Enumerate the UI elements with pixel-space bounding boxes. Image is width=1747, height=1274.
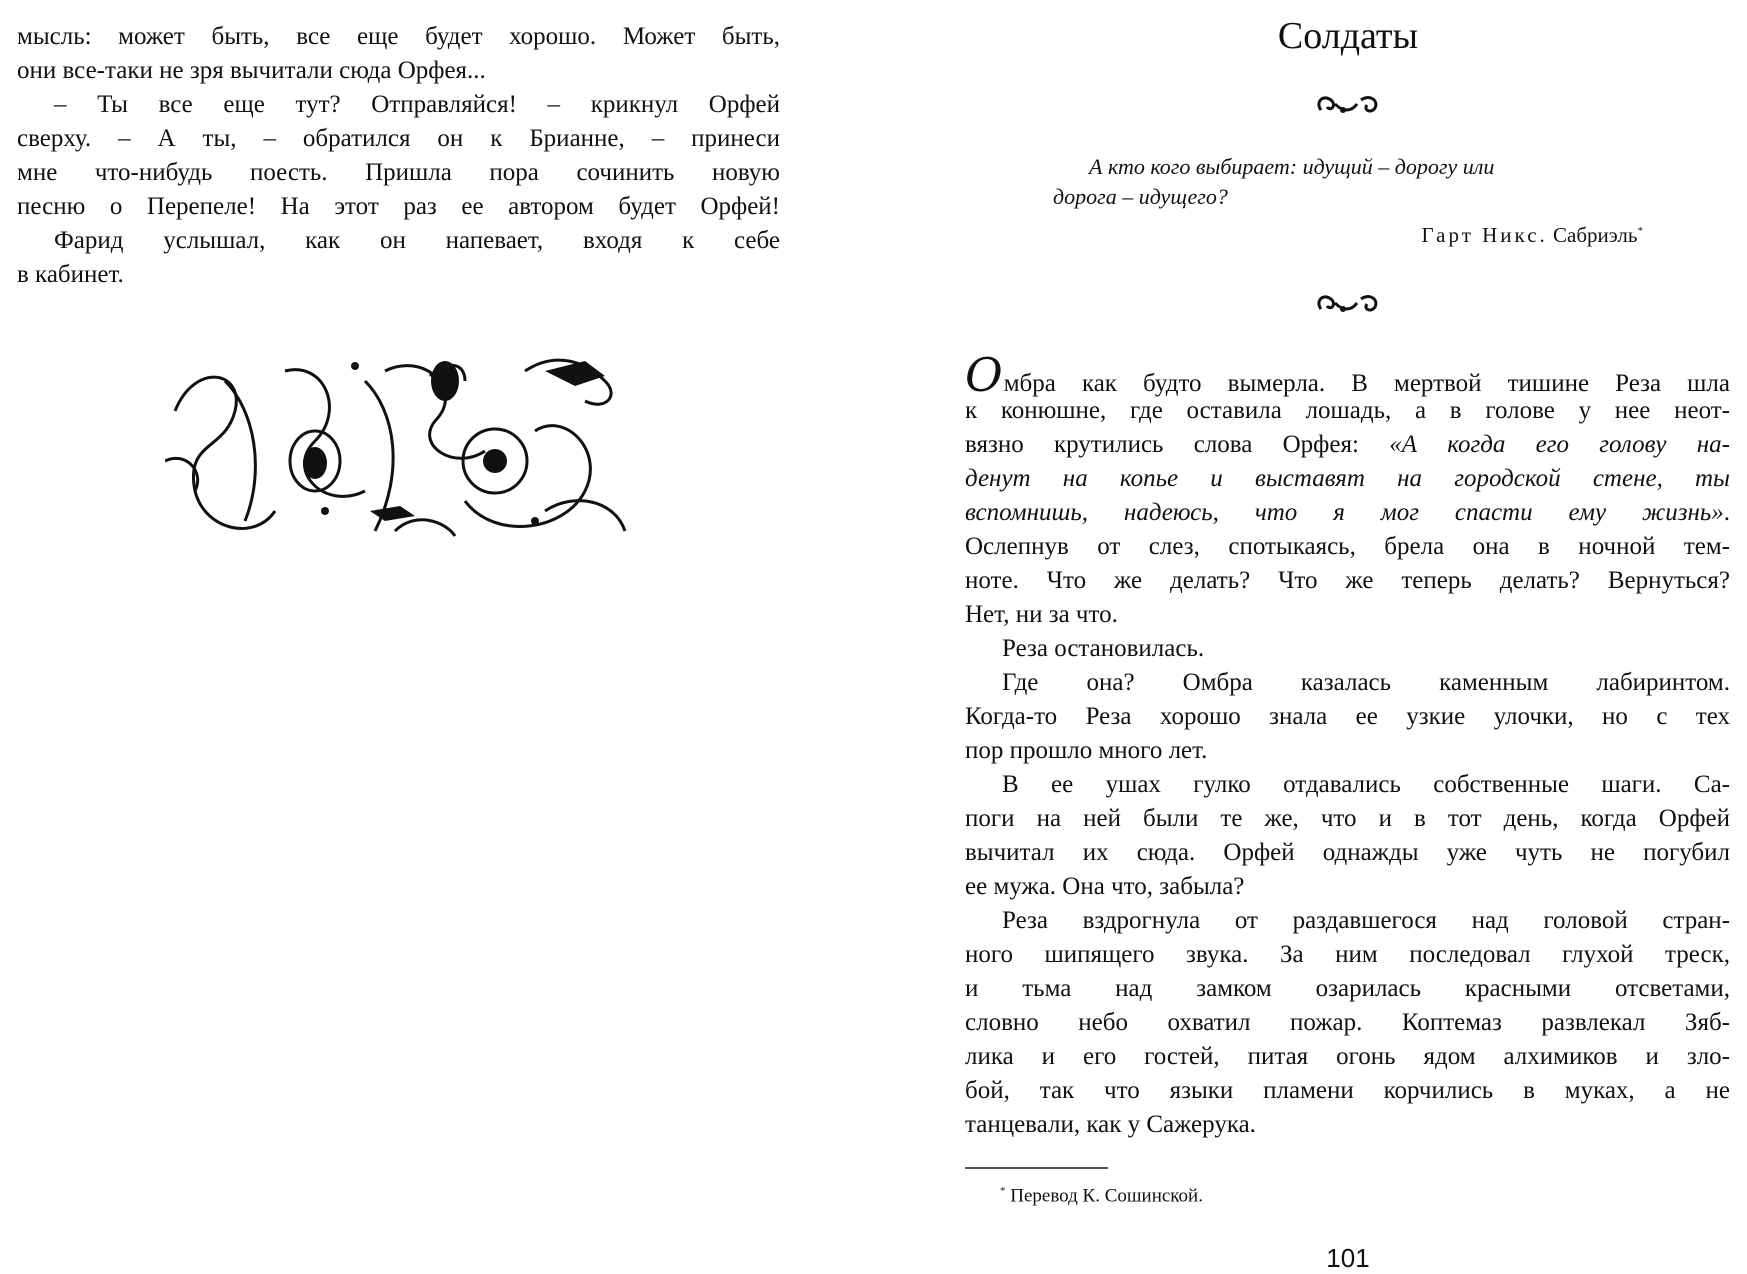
quoted-italic-text: «А когда его голову на- — [1389, 431, 1731, 458]
quoted-italic-text: вспомнишь, надеюсь, что я мог спасти ему жизнь» — [965, 499, 1724, 526]
text-line — [17, 190, 780, 224]
left-page-text — [17, 20, 780, 292]
line-text: ного шипящего звука. За ним последовал глухой треск, — [965, 941, 1730, 968]
line-text: вязно крутились слова Орфея: — [965, 431, 1390, 458]
footnote-mark: * — [1000, 1185, 1006, 1197]
line-text: мне что-нибудь поесть. Пришла пора сочинить новую — [17, 159, 780, 186]
epigraph-line: дорога – идущего? — [1053, 184, 1228, 209]
right-page-text — [965, 348, 1731, 1142]
text-line — [965, 564, 1730, 598]
line-text: мбра как будто вымерла. В мертвой тишине Реза шла — [1003, 370, 1730, 397]
text-line — [965, 768, 1730, 802]
epigraph-line: А кто кого выбирает: идущий – дорогу или — [1089, 154, 1495, 179]
text-line — [965, 904, 1730, 938]
line-text: Где она? Омбра казалась каменным лабиринтом. — [1002, 669, 1730, 696]
line-text: сверху. – А ты, – обратился он к Брианне, – принеси — [17, 125, 780, 152]
text-line — [965, 734, 1730, 768]
ornament-divider-icon — [1313, 92, 1383, 116]
line-text: бой, так что языки пламени корчились в муках, а не — [965, 1077, 1730, 1104]
text-line — [965, 700, 1730, 734]
quoted-italic-text: денут на копье и выставят на городской стене, ты — [965, 465, 1730, 492]
line-text: они все-таки не зря вычитали сюда Орфея... — [17, 57, 486, 84]
line-text: лика и его гостей, питая огонь ядом алхимиков и зло- — [965, 1043, 1730, 1070]
text-line — [965, 666, 1730, 700]
text-line — [17, 156, 780, 190]
ornament-divider-icon — [1313, 291, 1383, 315]
line-text: пор прошло много лет. — [965, 737, 1208, 764]
line-text: . — [1723, 499, 1730, 526]
line-text: и тьма над замком озарилась красными отсветами, — [965, 975, 1730, 1002]
text-line — [965, 462, 1730, 496]
line-text: мысль: может быть, все еще будет хорошо. Может быть, — [17, 23, 780, 50]
text-line — [965, 598, 1730, 632]
line-text: ее мужа. Она что, забыла? — [965, 873, 1245, 900]
text-line — [965, 836, 1730, 870]
text-line — [965, 348, 1730, 402]
chapter-title: Солдаты — [1277, 15, 1419, 57]
text-line — [965, 870, 1730, 904]
text-line — [17, 54, 780, 88]
line-text: словно небо охватил пожар. Коптемаз развлекал Зяб- — [965, 1009, 1730, 1036]
line-text: – Ты все еще тут? Отправляйся! – крикнул Орфей — [54, 91, 780, 118]
page-number: 101 — [1326, 1243, 1370, 1273]
epigraph — [1053, 152, 1643, 212]
line-text: Фарид услышал, как он напевает, входя к себе — [54, 227, 780, 254]
text-line — [965, 972, 1730, 1006]
line-text: Когда-то Реза хорошо знала ее узкие улочки, но с тех — [965, 703, 1730, 730]
text-line — [965, 394, 1730, 428]
line-text: ноте. Что же делать? Что же теперь делать? Вернуться? — [965, 567, 1730, 594]
text-line — [965, 1108, 1730, 1142]
text-line — [965, 1074, 1730, 1108]
line-text: В ее ушах гулко отдавались собственные шаги. Са- — [1002, 771, 1730, 798]
line-text: поги на ней были те же, что и в тот день, когда Орфей — [965, 805, 1730, 832]
epigraph-author: Гарт Никс. — [1421, 223, 1548, 247]
line-text: Ослепнув от слез, спотыкаясь, брела она в ночной тем- — [965, 533, 1730, 560]
text-line — [965, 632, 1730, 666]
footnote-divider — [965, 1167, 1108, 1169]
drop-cap: О — [965, 348, 1003, 402]
line-text: Реза вздрогнула от раздавшегося над головой стран- — [1002, 907, 1730, 934]
epigraph-work: Сабриэль — [1553, 223, 1638, 247]
footnote — [1000, 1185, 1203, 1207]
line-text: песню о Перепеле! На этот раз ее автором будет Орфей! — [17, 193, 780, 220]
text-line — [17, 224, 780, 258]
text-line — [17, 258, 780, 292]
line-text: Реза остановилась. — [1002, 635, 1205, 662]
line-text: танцевали, как у Сажерука. — [965, 1111, 1256, 1138]
text-line — [17, 122, 780, 156]
decorative-vignette-illustration — [165, 351, 633, 551]
footnote-text: Перевод К. Сошинской. — [1010, 1185, 1203, 1207]
text-line — [17, 20, 780, 54]
text-line — [965, 428, 1730, 462]
text-line — [965, 530, 1730, 564]
text-line — [17, 88, 780, 122]
line-text: к конюшне, где оставила лошадь, а в голове у нее неот- — [965, 397, 1730, 424]
text-line — [965, 1040, 1730, 1074]
line-text: Нет, ни за что. — [965, 601, 1118, 628]
text-line — [965, 802, 1730, 836]
epigraph-attribution — [1053, 223, 1643, 248]
line-text: в кабинет. — [17, 261, 124, 288]
footnote-mark: * — [1637, 225, 1643, 237]
text-line — [965, 938, 1730, 972]
line-text: вычитал их сюда. Орфей однажды уже чуть не погубил — [965, 839, 1730, 866]
text-line — [965, 1006, 1730, 1040]
text-line — [965, 496, 1730, 530]
